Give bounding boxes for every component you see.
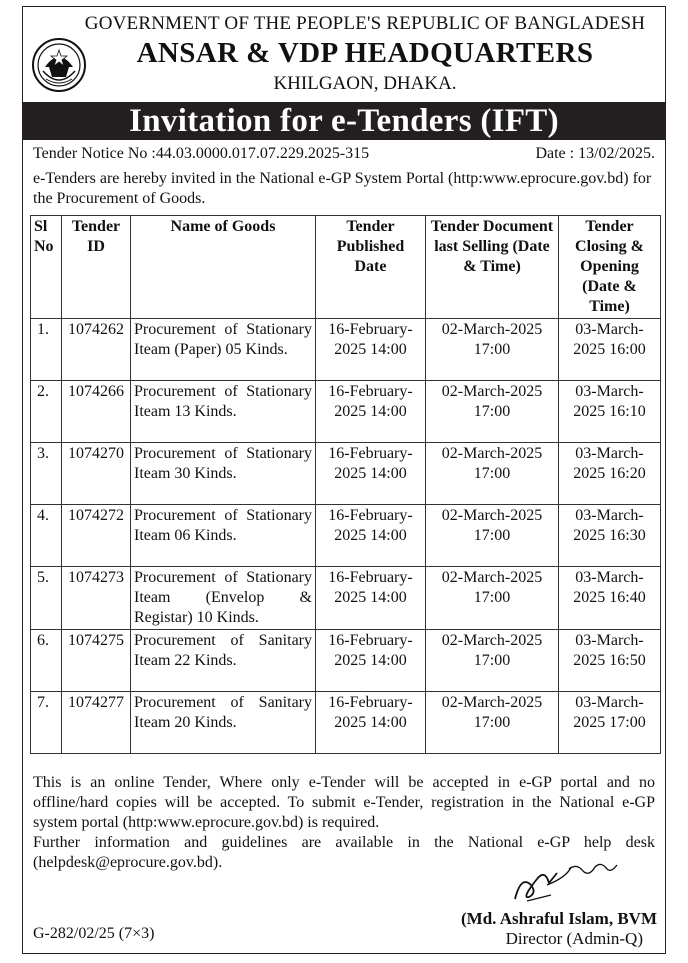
document-title-banner: Invitation for e-Tenders (IFT) xyxy=(23,102,665,140)
cell-sl: 3. xyxy=(31,443,62,505)
cell-published: 16-February-2025 14:00 xyxy=(316,630,426,692)
table-row xyxy=(31,630,661,692)
handwritten-signature-icon xyxy=(507,855,627,905)
cell-goods: Procurement of Sanitary Iteam 22 Kinds. xyxy=(131,630,316,692)
cell-goods: Procurement of Stationary Iteam (Paper) 05 Kinds. xyxy=(131,319,316,381)
cell-published: 16-February-2025 14:00 xyxy=(316,319,426,381)
cell-closing: 03-March-2025 16:30 xyxy=(559,505,661,567)
cell-closing: 03-March-2025 16:20 xyxy=(559,443,661,505)
cell-selling: 02-March-2025 17:00 xyxy=(426,692,559,754)
notice-row xyxy=(33,145,655,165)
cell-goods: Procurement of Stationary Iteam 30 Kinds. xyxy=(131,443,316,505)
cell-selling: 02-March-2025 17:00 xyxy=(426,630,559,692)
cell-closing: 03-March-2025 16:50 xyxy=(559,630,661,692)
cell-goods: Procurement of Stationary Iteam 06 Kinds. xyxy=(131,505,316,567)
government-title: GOVERNMENT OF THE PEOPLE'S REPUBLIC OF BANGLADESH xyxy=(84,13,646,34)
reference-number: G-282/02/25 (7×3) xyxy=(33,925,155,942)
column-header-goods: Name of Goods xyxy=(131,216,316,319)
tender-table xyxy=(30,215,661,754)
table-header-row xyxy=(31,216,661,319)
cell-published: 16-February-2025 14:00 xyxy=(316,443,426,505)
cell-tender-id: 1074272 xyxy=(62,505,131,567)
signatory-title: Director (Admin-Q) xyxy=(505,929,643,948)
cell-tender-id: 1074262 xyxy=(62,319,131,381)
letterhead xyxy=(23,7,667,101)
online-tender-note: This is an online Tender, Where only e-Tender will be accepted in e-GP portal and no offline/hard copies will be accepted. To submit e-Tender, registration in the National e-GP system portal (http:www.eprocure.gov.bd) is required. xyxy=(33,774,655,831)
cell-tender-id: 1074273 xyxy=(62,567,131,630)
cell-sl: 5. xyxy=(31,567,62,630)
cell-goods: Procurement of Sanitary Iteam 20 Kinds. xyxy=(131,692,316,754)
cell-sl: 4. xyxy=(31,505,62,567)
cell-published: 16-February-2025 14:00 xyxy=(316,505,426,567)
cell-published: 16-February-2025 14:00 xyxy=(316,692,426,754)
table-row xyxy=(31,567,661,630)
notice-frame xyxy=(22,6,666,954)
intro-paragraph: e-Tenders are hereby invited in the National e-GP System Portal (http:www.eprocure.gov.bd) for the Procurement of Goods. xyxy=(33,170,652,207)
column-header-closing-date: Tender Closing & Opening (Date & Time) xyxy=(559,216,661,319)
column-header-published-date: Tender Published Date xyxy=(316,216,426,319)
office-location: KHILGAON, DHAKA. xyxy=(273,73,457,94)
cell-closing: 03-March-2025 16:40 xyxy=(559,567,661,630)
table-row xyxy=(31,381,661,443)
cell-tender-id: 1074270 xyxy=(62,443,131,505)
cell-sl: 6. xyxy=(31,630,62,692)
cell-goods: Procurement of Stationary Iteam (Envelop & Registar) 10 Kinds. xyxy=(131,567,316,630)
table-row xyxy=(31,505,661,567)
cell-tender-id: 1074266 xyxy=(62,381,131,443)
cell-tender-id: 1074277 xyxy=(62,692,131,754)
column-header-sl: Sl No xyxy=(31,216,62,319)
tender-notice-number: Tender Notice No :44.03.0000.017.07.229.2025-315 xyxy=(33,145,370,162)
cell-published: 16-February-2025 14:00 xyxy=(316,567,426,630)
cell-selling: 02-March-2025 17:00 xyxy=(426,567,559,630)
cell-goods: Procurement of Stationary Iteam 13 Kinds. xyxy=(131,381,316,443)
helpdesk-note: Further information and guidelines are available in the National e-GP help desk (helpdesk@eprocure.gov.bd). xyxy=(33,834,655,871)
cell-sl: 7. xyxy=(31,692,62,754)
cell-selling: 02-March-2025 17:00 xyxy=(426,319,559,381)
cell-closing: 03-March-2025 16:10 xyxy=(559,381,661,443)
column-header-tender-id: Tender ID xyxy=(62,216,131,319)
cell-closing: 03-March-2025 17:00 xyxy=(559,692,661,754)
signatory-name: (Md. Ashraful Islam, BVM xyxy=(461,909,657,928)
cell-closing: 03-March-2025 16:00 xyxy=(559,319,661,381)
table-row xyxy=(31,443,661,505)
cell-selling: 02-March-2025 17:00 xyxy=(426,443,559,505)
cell-published: 16-February-2025 14:00 xyxy=(316,381,426,443)
cell-sl: 2. xyxy=(31,381,62,443)
office-title: ANSAR & VDP HEADQUARTERS xyxy=(136,37,594,69)
cell-tender-id: 1074275 xyxy=(62,630,131,692)
column-header-selling-date: Tender Document last Selling (Date & Time) xyxy=(426,216,559,319)
notice-date: Date : 13/02/2025. xyxy=(535,145,655,162)
cell-sl: 1. xyxy=(31,319,62,381)
cell-selling: 02-March-2025 17:00 xyxy=(426,381,559,443)
table-row xyxy=(31,319,661,381)
table-row xyxy=(31,692,661,754)
cell-selling: 02-March-2025 17:00 xyxy=(426,505,559,567)
